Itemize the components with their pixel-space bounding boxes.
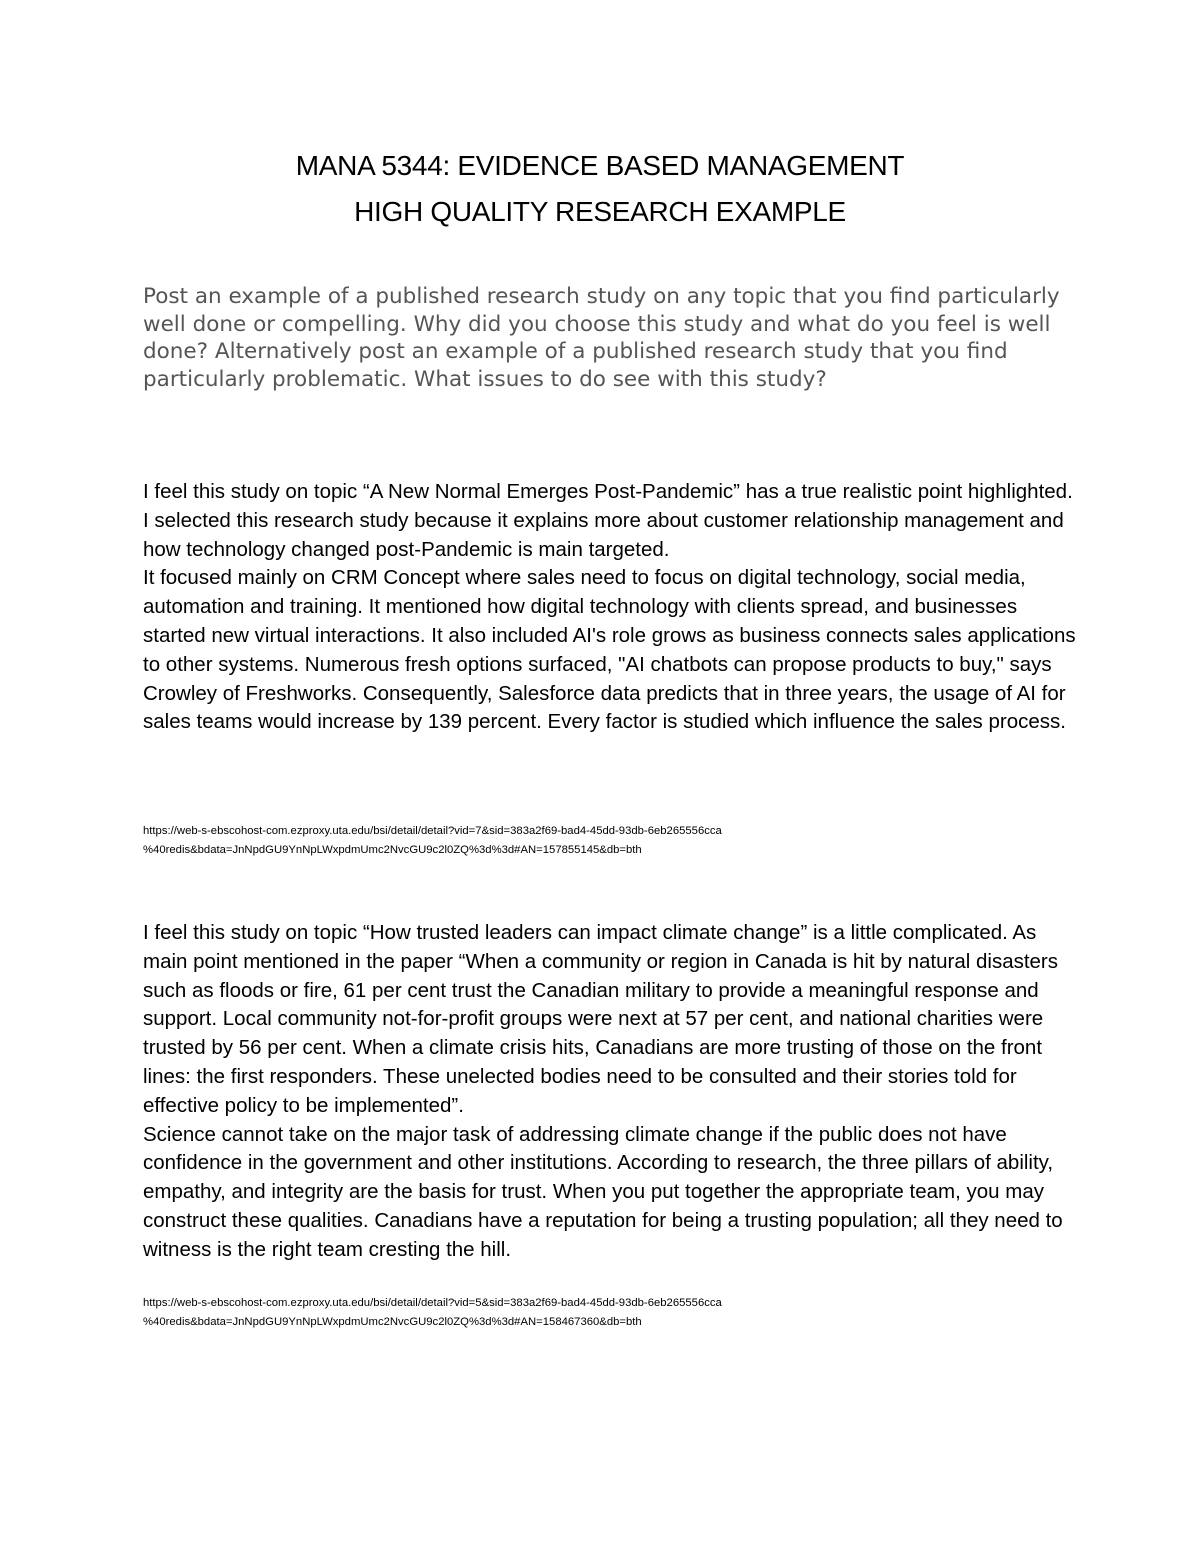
assignment-prompt: Post an example of a published research study on any topic that you find particularly well done or compelling. Why did you choose this study and what do you feel is well done? Alternatively post an example of a published research study that you find particularly problematic. What issues to do see with this study? (143, 284, 1060, 392)
study-1-reference-url[interactable] (143, 822, 1103, 860)
study-2-url-line-1[interactable]: https://web-s-ebscohost-com.ezproxy.uta.edu/bsi/detail/detail?vid=5&sid=383a2f69-bad4-45dd-93db-6eb265556cca (143, 1297, 722, 1309)
course-title: MANA 5344: EVIDENCE BASED MANAGEMENT (295, 150, 905, 181)
study-2-reference-url[interactable] (143, 1294, 1103, 1332)
study-1-url-line-2[interactable]: %40redis&bdata=JnNpdGU9YnNpLWxpdmUmc2NvcGU9c2l0ZQ%3d%3d#AN=157855145&db=bth (143, 844, 642, 856)
study-1-paragraph-detail: It focused mainly on CRM Concept where sales need to focus on digital technology, social media, automation and training. It mentioned how digital technology with clients spread, and businesses started new virtual interactions. It also included AI's role grows as business connects sales applications to other systems. Numerous fresh options surfaced, "AI chatbots can propose products to buy," says Crowley of Freshworks. Consequently, Salesforce data predicts that in three years, the usage of AI for sales teams would increase by 139 percent. Every factor is studied which influence the sales process. (143, 566, 1076, 734)
assignment-title: HIGH QUALITY RESEARCH EXAMPLE (354, 196, 846, 227)
study-1-response (143, 478, 1078, 737)
study-2-url-line-2[interactable]: %40redis&bdata=JnNpdGU9YnNpLWxpdmUmc2NvcGU9c2l0ZQ%3d%3d#AN=158467360&db=bth (143, 1316, 642, 1328)
study-2-paragraph-intro: I feel this study on topic “How trusted leaders can impact climate change” is a little complicated. As main point mentioned in the paper “When a community or region in Canada is hit by natural disasters such as floods or fire, 61 per cent trust the Canadian military to provide a meaningful response and support. Local community not-for-profit groups were next at 57 per cent, and national charities were trusted by 56 per cent. When a climate crisis hits, Canadians are more trusting of those on the front lines: the first responders. These unelected bodies need to be consulted and their stories told for effective policy to be implemented”. (143, 921, 1059, 1117)
study-2-response (143, 919, 1078, 1265)
document-title (0, 143, 1200, 235)
study-1-paragraph-reason: I selected this research study because it explains more about customer relationship management and how technology changed post-Pandemic is main targeted. (143, 508, 1064, 561)
study-1-url-line-1[interactable]: https://web-s-ebscohost-com.ezproxy.uta.edu/bsi/detail/detail?vid=7&sid=383a2f69-bad4-45dd-93db-6eb265556cca (143, 825, 722, 837)
study-2-paragraph-analysis: Science cannot take on the major task of addressing climate change if the public does not have confidence in the government and other institutions. According to research, the three pillars of ability, empathy, and integrity are the basis for trust. When you put together the appropriate team, you may construct these qualities. Canadians have a reputation for being a trusting population; all they need to witness is the right team cresting the hill. (143, 1122, 1063, 1261)
study-1-paragraph-intro: I feel this study on topic “A New Normal Emerges Post-Pandemic” has a true realistic point highlighted. (143, 480, 1073, 503)
